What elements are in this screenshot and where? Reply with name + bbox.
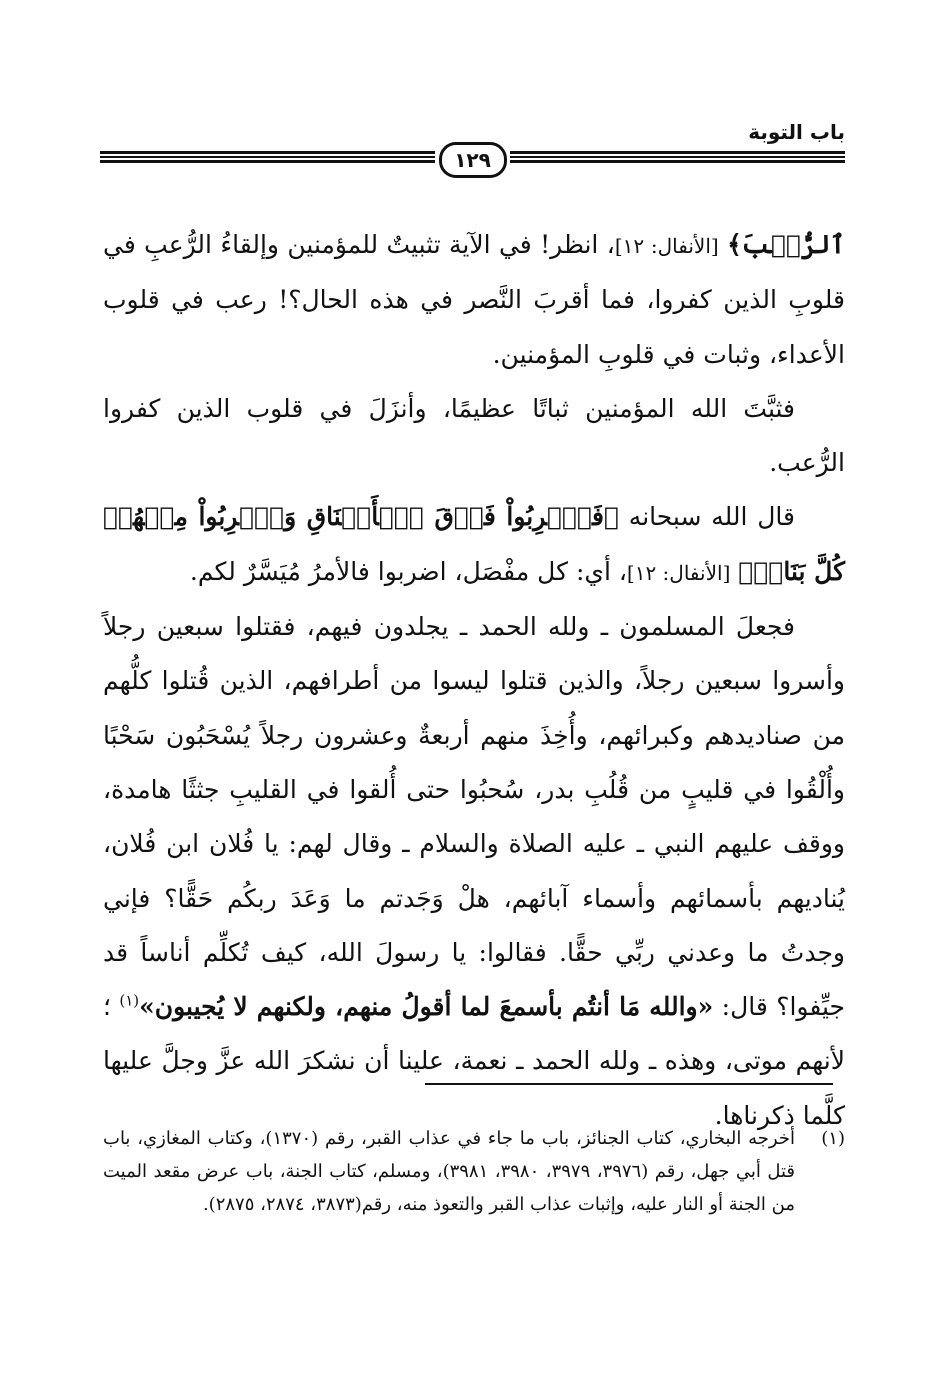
hadith-quote: «والله مَا أنتُم بأسمعَ لما أقولُ منهم، ولكنهم لا يُجيبون» <box>139 992 714 1022</box>
footnote-number: (١) <box>821 1128 845 1149</box>
footnote-text: أخرجه البخاري، كتاب الجنائز، باب ما جاء في عذاب القبر، رقم (١٣٧٠)، وكتاب المغازي، باب قتل أبي جهل، رقم (٣٩٧٦، ٣٩٧٩، ٣٩٨٠، ٣٩٨١)، ومسلم، كتاب الجنة، باب عرض مقعد الميت من الجنة أو النار عليه، وإثبات عذاب القبر والتعوذ منه، رقم(٣٨٧٣، ٢٨٧٤، ٢٨٧٥). <box>103 1128 796 1215</box>
quran-reference: [الأنفال: ١٢] <box>626 560 731 585</box>
quran-reference: [الأنفال: ١٢] <box>614 234 719 258</box>
paragraph-text: فثبَّتَ الله المؤمنين ثباتًا عظيمًا، وأنزَلَ في قلوب الذين كفروا الرُّعب. <box>103 393 845 478</box>
paragraph-text: فجعلَ المسلمون ـ ولله الحمد ـ يجلدون فيهم، فقتلوا سبعين رجلاً وأسروا سبعين رجلاً، والذين قتلوا ليسوا من أطرافهم، الذين قُتلوا كلُّهم من صناديدهم وكبرائهم، وأُخِذَ منهم أربعةٌ وعشرون رجلاً يُسْحَبُون سَحْبًا وأُلْقُوا في قليبٍ من قُلُبِ بدر، سُحبُوا حتى أُلقوا في القليبِ جثثًا هامدة، ووقف عليهم النبي ـ عليه الصلاة والسلام ـ وقال لهم: يا فُلان ابن فُلان، يُناديهم بأسمائهم وأسماء آبائهم، هلْ وَجَدتم ما وَعَدَ ربكُم حَقًّا؟ فإني وجدتُ ما وعدني ربِّي حقًّا. فقالوا: يا رسولَ الله، كيف تُكلِّم أناساً قد جيِّفوا؟ قال: <box>103 612 845 1022</box>
header-rule-right <box>510 151 845 163</box>
paragraph-text: ، انظر! في الآية تثبيتٌ للمؤمنين وإلقاءُ الرُّعبِ في قلوبِ الذين كفروا، فما أقربَ النَّصر في هذه الحال؟! رعب في قلوب الأعداء، وثبات في قلوبِ المؤمنين. <box>103 230 845 369</box>
page-header <box>100 118 845 188</box>
paragraph-4 <box>103 600 845 1143</box>
paragraph-2 <box>103 382 845 491</box>
paragraph-1 <box>103 218 845 382</box>
chapter-title: باب التوبة <box>748 120 845 144</box>
footnote-item <box>103 1122 845 1221</box>
quran-verse: ﴿فَٱضۡرِبُواْ فَوۡقَ ٱلۡأَعۡنَاقِ وَٱضۡرِبُواْ مِنۡهُمۡ كُلَّ بَنَانٖ﴾ <box>103 502 845 586</box>
page-number: ١٢٩ <box>439 142 507 178</box>
footnote-marker[interactable]: (١) <box>119 991 140 1010</box>
paragraph-3 <box>103 490 845 600</box>
footnote-separator <box>425 1083 833 1085</box>
body-text <box>103 218 845 1143</box>
header-rule-left <box>100 151 435 163</box>
paragraph-text-continued: ؛ لأنهم موتى، وهذه ـ ولله الحمد ـ نعمة، علينا أن نشكرَ الله عزَّ وجلَّ عليها كلَّما ذكرناها. <box>103 992 845 1130</box>
footnotes <box>103 1122 845 1221</box>
quran-fragment: ٱلرُّعۡبَ﴾ <box>727 230 845 259</box>
paragraph-text: ، أي: كل مفْصَل، اضربوا فالأمرُ مُيَسَّرٌ لكم. <box>189 556 627 586</box>
paragraph-intro: قال الله سبحانه <box>628 502 795 532</box>
